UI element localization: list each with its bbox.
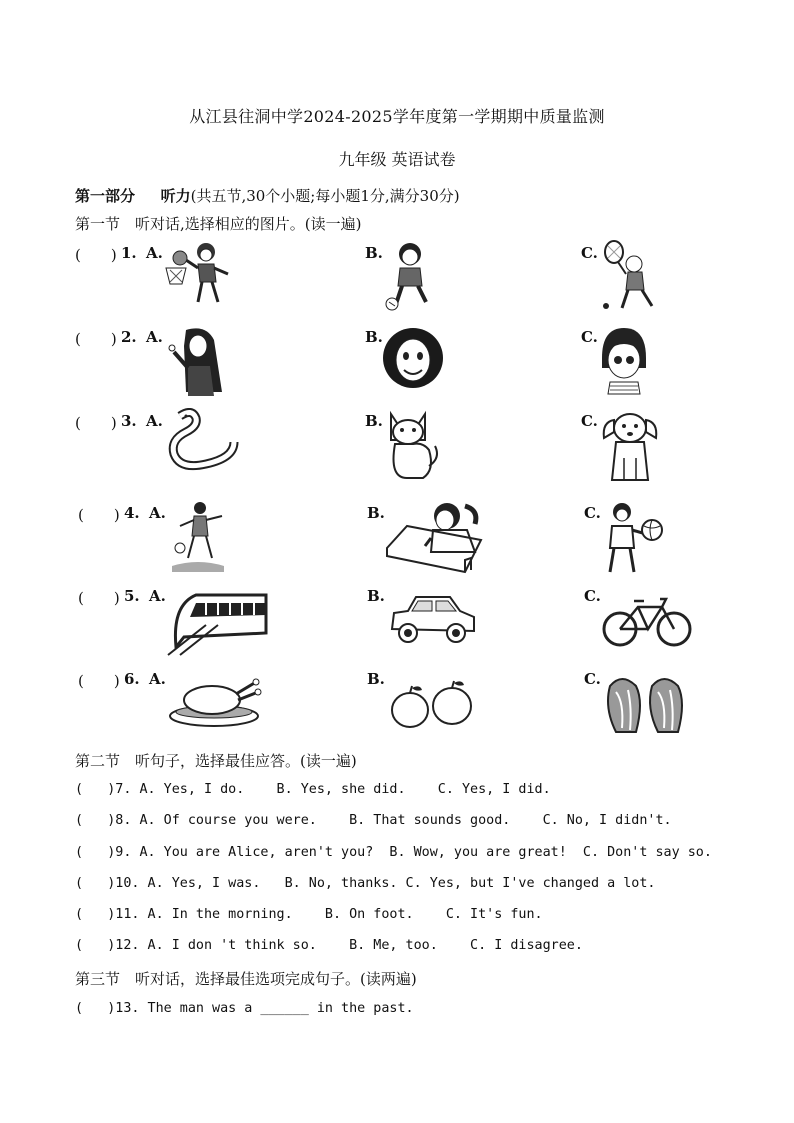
question-3 xyxy=(0,408,794,488)
question-2 xyxy=(0,324,794,404)
question-5 xyxy=(0,583,794,663)
car-image xyxy=(386,593,478,647)
section2-title: 第二节 听句子，选择最佳应答。(读一遍) xyxy=(75,752,357,770)
cabbage-image xyxy=(604,672,688,734)
answer-blank[interactable]: ( ) xyxy=(78,589,120,607)
option-c-label: C. xyxy=(581,244,598,262)
exam-subtitle: 九年级 英语试卷 xyxy=(338,150,456,169)
cat-image xyxy=(383,410,441,482)
answer-blank[interactable]: ( ) xyxy=(78,672,120,690)
question-number: 5. xyxy=(124,587,140,605)
part1-name: 听力 xyxy=(160,187,191,205)
answer-blank[interactable]: ( ) xyxy=(75,330,117,348)
basketball-player-image xyxy=(162,240,234,308)
option-b-label: B. xyxy=(365,244,383,262)
section3-title: 第三节 听对话，选择最佳选项完成句子。(读两遍) xyxy=(75,970,417,988)
option-b-label: B. xyxy=(365,328,383,346)
question-4 xyxy=(0,500,794,580)
question-6 xyxy=(0,666,794,746)
option-a-label: A. xyxy=(149,587,166,605)
option-c-label: C. xyxy=(584,587,601,605)
girl-volleyball-image xyxy=(602,500,664,576)
question-8: ( )8. A. Of course you were. B. That sounds good. C. No, I didn't. xyxy=(75,813,672,828)
option-a-label: A. xyxy=(146,328,163,346)
question-12: ( )12. A. I don 't think so. B. Me, too. C. I disagree. xyxy=(75,938,583,953)
answer-blank[interactable]: ( ) xyxy=(75,414,117,432)
option-c-label: C. xyxy=(581,412,598,430)
question-number: 1. xyxy=(121,244,137,262)
snake-image xyxy=(162,408,240,474)
short-hair-girl-image xyxy=(598,326,650,396)
girl-playing-image xyxy=(168,500,226,576)
curly-hair-woman-image xyxy=(382,324,444,396)
answer-blank[interactable]: ( ) xyxy=(75,246,117,264)
question-number: 3. xyxy=(121,412,137,430)
option-b-label: B. xyxy=(367,504,385,522)
question-7: ( )7. A. Yes, I do. B. Yes, she did. C. Yes, I did. xyxy=(75,782,551,797)
option-b-label: B. xyxy=(365,412,383,430)
question-1 xyxy=(0,240,794,320)
option-c-label: C. xyxy=(584,504,601,522)
question-number: 2. xyxy=(121,328,137,346)
option-b-label: B. xyxy=(367,670,385,688)
exam-title: 从江县往洞中学2024-2025学年度第一学期期中质量监测 xyxy=(189,107,605,126)
answer-blank[interactable]: ( ) xyxy=(78,506,120,524)
bicycle-image xyxy=(602,593,692,649)
question-13: ( )13. The man was a ______ in the past. xyxy=(75,1001,414,1016)
option-c-label: C. xyxy=(581,328,598,346)
option-a-label: A. xyxy=(146,412,163,430)
question-number: 6. xyxy=(124,670,140,688)
question-number: 4. xyxy=(124,504,140,522)
train-image xyxy=(166,585,268,657)
option-b-label: B. xyxy=(367,587,385,605)
part1-label: 第一部分 xyxy=(75,187,136,205)
part1-desc: (共五节,30个小题;每小题1分,满分30分) xyxy=(190,187,460,205)
roast-chicken-image xyxy=(168,676,262,728)
girl-drawing-image xyxy=(385,500,483,576)
dog-image xyxy=(600,408,662,484)
question-11: ( )11. A. In the morning. B. On foot. C. It's fun. xyxy=(75,907,543,922)
option-a-label: A. xyxy=(146,244,163,262)
tennis-player-image xyxy=(598,240,660,314)
question-10: ( )10. A. Yes, I was. B. No, thanks. C. Yes, but I've changed a lot. xyxy=(75,876,656,891)
option-c-label: C. xyxy=(584,670,601,688)
long-hair-girl-image xyxy=(166,326,232,398)
apples-image xyxy=(388,680,474,730)
question-9: ( )9. A. You are Alice, aren't you? B. Wow, you are great! C. Don't say so. xyxy=(75,845,712,860)
option-a-label: A. xyxy=(149,670,166,688)
section1-title: 第一节 听对话,选择相应的图片。(读一遍) xyxy=(75,215,362,233)
part1-heading xyxy=(75,185,460,206)
soccer-player-image xyxy=(382,240,438,312)
option-a-label: A. xyxy=(149,504,166,522)
